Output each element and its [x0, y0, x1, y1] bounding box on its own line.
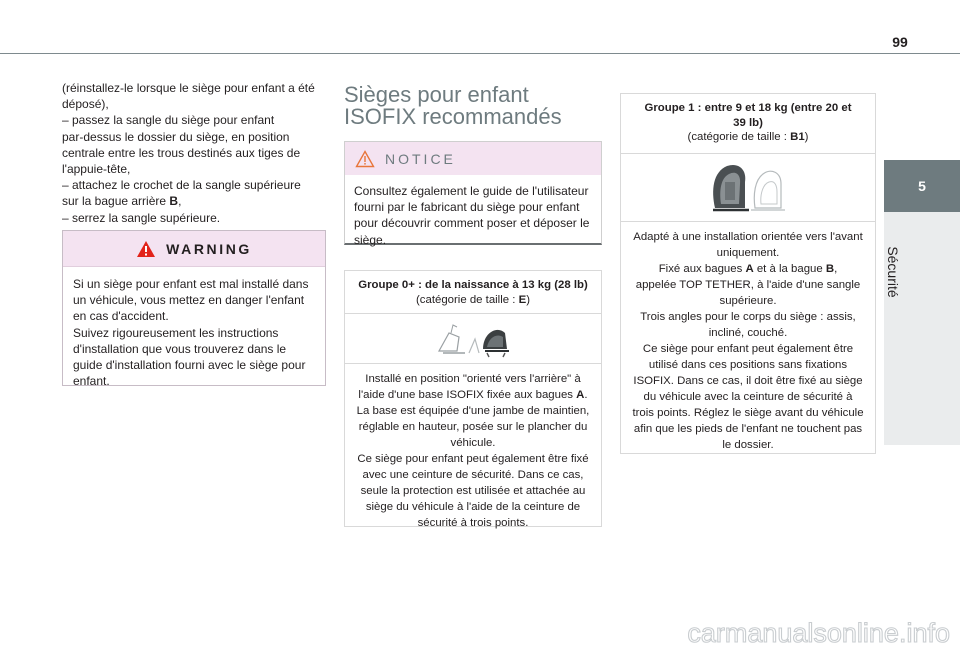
- ring-label: B: [169, 194, 179, 209]
- text-line: déposé),: [62, 97, 109, 112]
- text-line: l'appuie-tête,: [62, 162, 131, 177]
- text-line: ,: [178, 194, 182, 209]
- child-seat-top-tether-icon: [621, 154, 875, 222]
- seat-group-heading: Groupe 0+ : de la naissance à 13 kg (28 lb): [358, 279, 588, 291]
- seat-group-header: [345, 271, 601, 314]
- text-line: Si un siège pour enfant est mal installé dans: [73, 277, 309, 291]
- text-line: le dossier.: [722, 439, 774, 451]
- text-line: uniquement.: [716, 247, 780, 259]
- left-column: [62, 80, 327, 226]
- warning-text: [63, 267, 325, 389]
- text-line: utilisé dans ces positions sans fixations: [648, 359, 848, 371]
- text-line: – attachez le crochet de la sangle supérieure: [62, 178, 301, 193]
- seat-group-card: [620, 93, 876, 454]
- text-line: Trois angles pour le corps du siège : assis,: [640, 311, 856, 323]
- category-text: ): [804, 131, 809, 144]
- text-line: incliné, couché.: [708, 327, 788, 339]
- text-line: Suivez rigoureusement les instructions: [73, 325, 279, 340]
- seat-group-card: [344, 270, 602, 527]
- text-line: afin que les pieds de l'enfant ne touchent pas: [633, 423, 863, 435]
- text-line: Installé en position "orienté vers l'arrière" à: [365, 373, 581, 385]
- text-line: siège du véhicule à l'aide de la ceinture de: [365, 501, 581, 513]
- text-line: siège.: [354, 232, 387, 247]
- text-line: sécurité à trois points.: [417, 517, 529, 529]
- seat-group-heading: Groupe 1 : entre 9 et 18 kg (entre 20 et: [644, 102, 852, 114]
- text-line: La base est équipée d'une jambe de maintien,: [356, 405, 590, 417]
- text-line: enfant.: [73, 374, 110, 389]
- infant-carrier-isofix-base-icon: [345, 314, 601, 364]
- text-line: Ce siège pour enfant peut également être: [642, 343, 854, 355]
- text-line: – serrez la sangle supérieure.: [62, 210, 221, 225]
- left-paragraph: [62, 80, 327, 226]
- text-line: du véhicule avec la ceinture de sécurité à: [643, 391, 853, 403]
- text-line: (réinstallez-le lorsque le siège pour enfant a été: [62, 81, 315, 95]
- warning-triangle-icon: [136, 240, 156, 258]
- text-line: seule la protection est utilisée et attachée au: [360, 485, 586, 497]
- notice-triangle-icon: [355, 150, 375, 168]
- category-value: E: [518, 293, 527, 306]
- text-line: – passez la sangle du siège pour enfant: [62, 113, 275, 128]
- warning-title: WARNING: [166, 240, 252, 257]
- notice-text: [345, 175, 601, 248]
- text-line: appelée TOP TETHER, à l'aide d'une sangle: [635, 279, 861, 291]
- seat-group-header: [621, 94, 875, 154]
- chapter-number: 5: [918, 178, 926, 194]
- notice-box: [344, 141, 602, 245]
- text-line: sur la bague arrière: [62, 194, 170, 209]
- category-text: (catégorie de taille :: [416, 293, 519, 306]
- section-title: [344, 84, 604, 128]
- text-line: ISOFIX. Dans ce cas, il doit être fixé au siège: [633, 375, 863, 387]
- category-text: (catégorie de taille :: [687, 131, 791, 144]
- ring-label: B: [825, 263, 835, 275]
- text-line: l'aide d'une base ISOFIX fixée aux bagues: [358, 389, 577, 401]
- ring-label: A: [745, 263, 754, 275]
- text-line: fourni par le fabricant du siège pour enfant: [354, 200, 580, 215]
- warning-box: [62, 230, 326, 389]
- text-line: un véhicule, vous mettez en danger l'enfant: [73, 293, 305, 308]
- text-line: trois points. Réglez le siège avant du véhicule: [632, 407, 864, 419]
- watermark-logo: [540, 616, 960, 649]
- text-line: .: [584, 389, 588, 401]
- text-line: pour découvrir comment poser et déposer le: [354, 216, 590, 231]
- text-line: avec une ceinture de sécurité. Dans ce cas,: [362, 469, 584, 481]
- page-number: 99: [892, 34, 908, 50]
- text-line: supérieure.: [719, 295, 777, 307]
- text-line: Consultez également le guide de l'utilisateur: [354, 184, 589, 198]
- seat-illustration: [435, 319, 511, 359]
- seat-group-heading: 39 lb): [733, 116, 763, 129]
- svg-text:carmanualsonline.info: carmanualsonline.info: [687, 618, 950, 648]
- text-line: centrale entre les trous destinés aux tiges de: [62, 145, 301, 160]
- seat-group-description: [621, 222, 875, 453]
- section-title-line: Sièges pour enfant: [344, 82, 529, 107]
- category-text: ): [526, 293, 530, 306]
- text-line: guide d'installation fourni avec le siège pour: [73, 358, 306, 373]
- text-line: et à la bague: [753, 263, 826, 275]
- text-line: réglable en hauteur, posée sur le plancher du: [358, 421, 588, 433]
- notice-header: [345, 142, 601, 175]
- text-line: véhicule.: [450, 437, 496, 449]
- ring-label: A: [576, 389, 585, 401]
- category-value: B1: [790, 131, 805, 144]
- text-line: Fixé aux bagues: [658, 263, 746, 275]
- notice-title: NOTICE: [385, 150, 456, 167]
- seat-illustration: [705, 160, 791, 216]
- header-rule: [0, 53, 960, 54]
- section-title-line: ISOFIX recommandés: [344, 104, 562, 129]
- text-line: d'installation que vous trouverez dans le: [73, 341, 287, 356]
- warning-header: [63, 231, 325, 267]
- text-line: en cas d'accident.: [73, 309, 169, 324]
- chapter-tab[interactable]: [884, 160, 960, 212]
- text-line: Ce siège pour enfant peut également être fixé: [357, 453, 589, 465]
- chapter-label: Sécurité: [885, 246, 901, 298]
- text-line: ,: [834, 263, 838, 275]
- seat-group-description: [345, 364, 601, 531]
- text-line: par-dessus le dossier du siège, en position: [62, 129, 290, 144]
- text-line: Adapté à une installation orientée vers l'avant: [633, 231, 863, 243]
